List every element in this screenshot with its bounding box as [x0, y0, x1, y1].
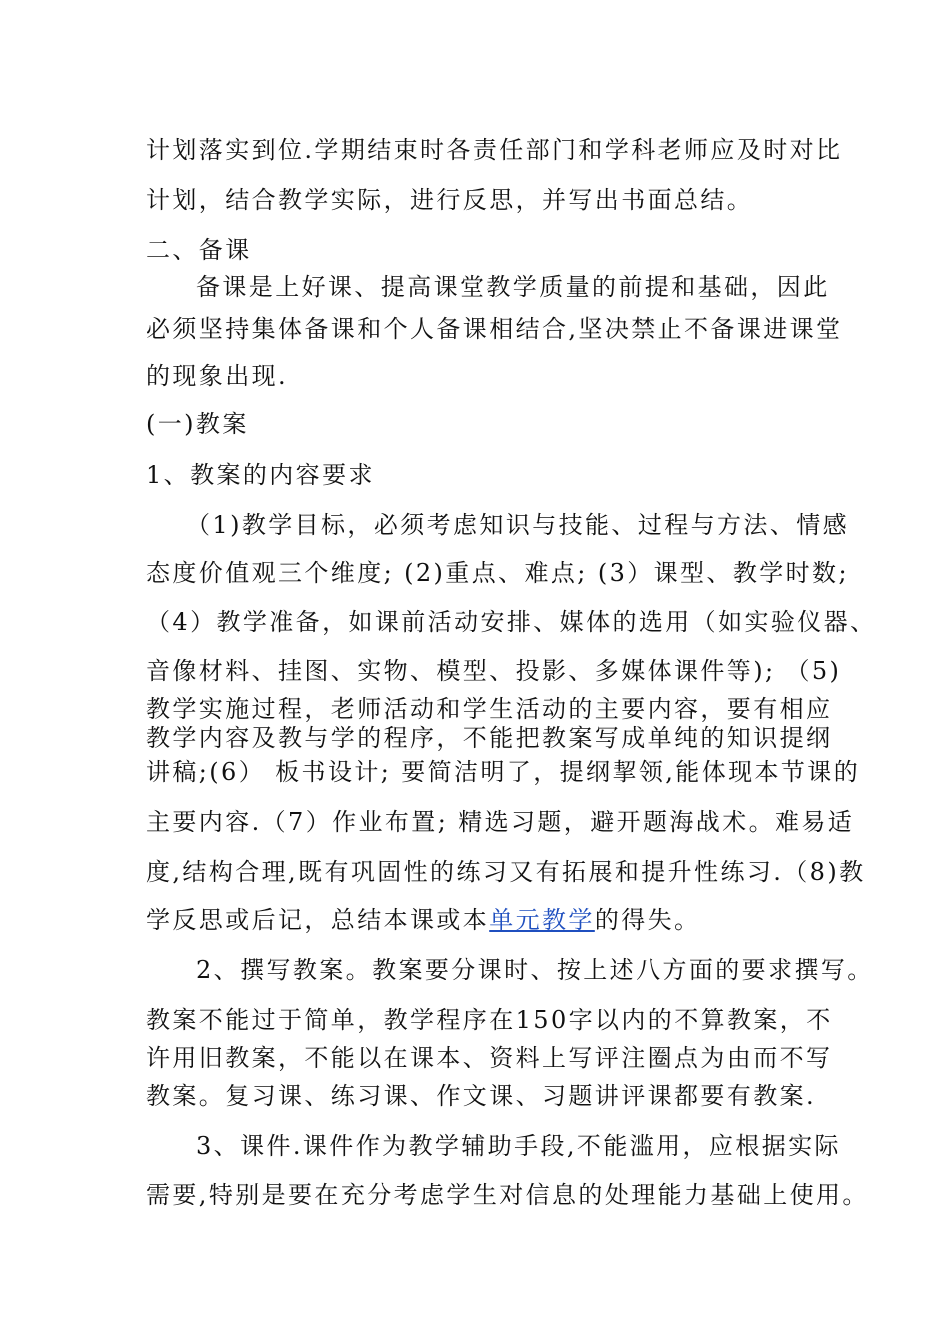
- text-line: 许用旧教案，不能以在课本、资料上写评注圈点为由而不写: [146, 1044, 833, 1072]
- text-line: 计划落实到位.学期结束时各责任部门和学科老师应及时对比: [146, 136, 843, 164]
- text-line: 讲稿;(6） 板书设计; 要简洁明了，提纲挈领,能体现本节课的: [146, 758, 861, 786]
- unit-teaching-link[interactable]: 单元教学: [489, 906, 595, 934]
- subsection-heading: (一)教案: [146, 410, 249, 438]
- text-line: 音像材料、挂图、实物、模型、投影、多媒体课件等); （5): [146, 657, 842, 685]
- list-heading: 1、教案的内容要求: [146, 461, 375, 489]
- paragraph-line: （1)教学目标，必须考虑知识与技能、过程与方法、情感: [186, 511, 850, 539]
- text-line: 教学实施过程，老师活动和学生活动的主要内容，要有相应: [146, 695, 833, 723]
- text-line: 主要内容.（7）作业布置; 精选习题，避开题海战术。难易适: [146, 808, 855, 836]
- text-line: （4）教学准备，如课前活动安排、媒体的选用（如实验仪器、: [146, 608, 877, 636]
- text-line: 需要,特别是要在充分考虑学生对信息的处理能力基础上使用。: [146, 1181, 869, 1209]
- text-line: 教案。复习课、练习课、作文课、习题讲评课都要有教案.: [146, 1082, 817, 1110]
- section-heading: 二、备课: [146, 236, 252, 264]
- text-line: 度,结构合理,既有巩固性的练习又有拓展和提升性练习.（8)教: [146, 858, 866, 886]
- text-line: 的现象出现.: [146, 362, 289, 390]
- text-line: 必须坚持集体备课和个人备课相结合,坚决禁止不备课进课堂: [146, 315, 843, 343]
- paragraph-line: 3、课件.课件作为教学辅助手段,不能滥用，应根据实际: [196, 1132, 841, 1160]
- text-line: 计划，结合教学实际，进行反思，并写出书面总结。: [146, 186, 754, 214]
- text-line: [146, 905, 826, 935]
- text-line: 教学内容及教与学的程序，不能把教案写成单纯的知识提纲: [146, 724, 833, 752]
- text-segment: 的得失。: [594, 906, 701, 934]
- text-segment: 学反思或后记，总结本课或本: [146, 906, 490, 934]
- paragraph-line: 2、撰写教案。教案要分课时、按上述八方面的要求撰写。: [196, 956, 874, 984]
- text-line: 教案不能过于简单，教学程序在150字以内的不算教案，不: [146, 1006, 833, 1034]
- text-line: 态度价值观三个维度; (2)重点、难点; (3）课型、教学时数;: [146, 559, 849, 587]
- paragraph-line: 备课是上好课、提高课堂教学质量的前提和基础，因此: [196, 273, 830, 301]
